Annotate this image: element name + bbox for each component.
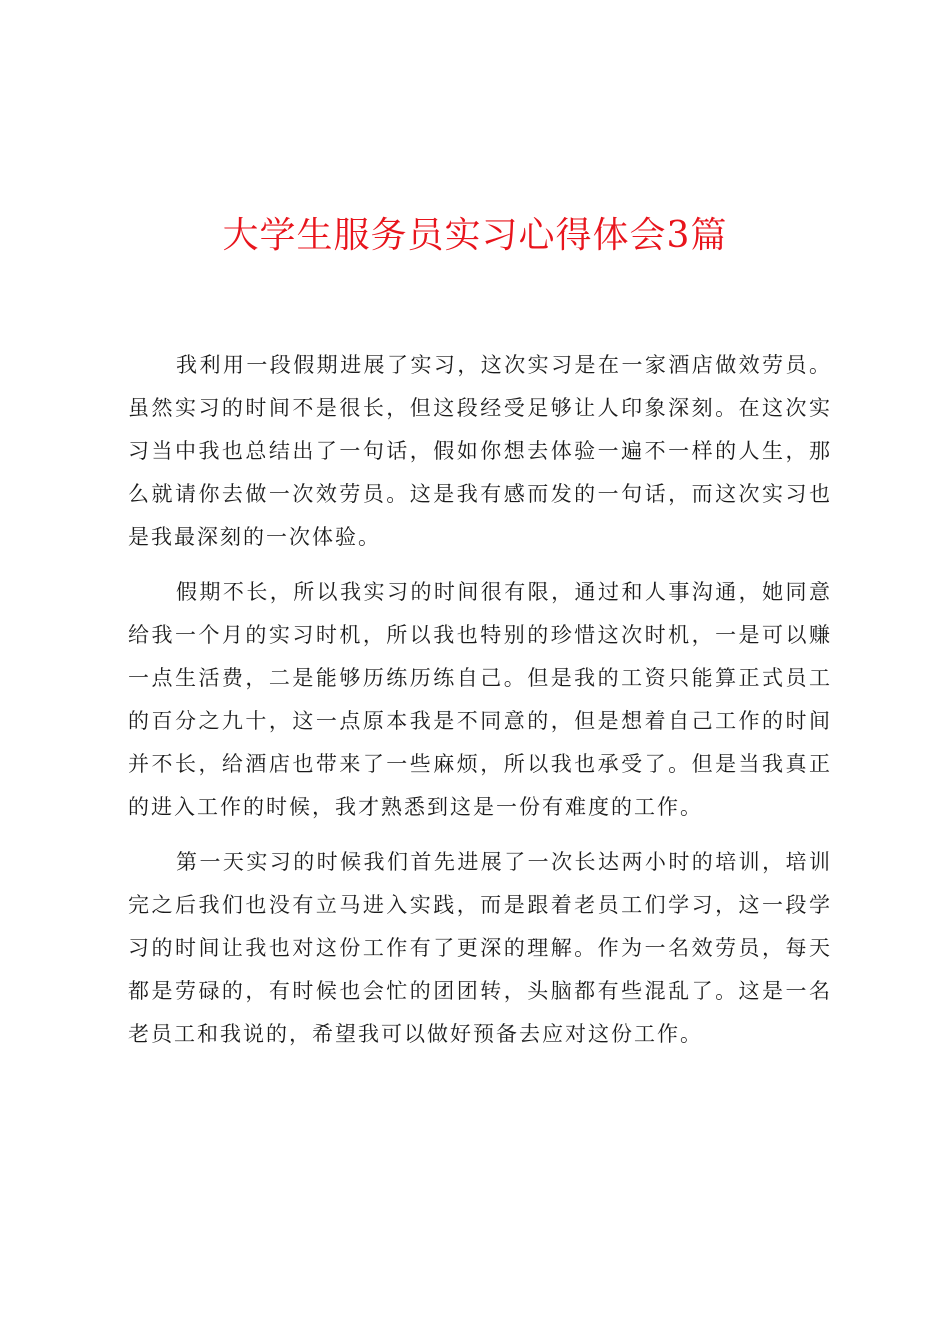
document-title: 大学生服务员实习心得体会3篇 (222, 215, 728, 256)
document-body (128, 344, 832, 1068)
paragraph-3: 第一天实习的时候我们首先进展了一次长达两小时的培训，培训完之后我们也没有立马进入实践，而是跟着老员工们学习，这一段学习的时间让我也对这份工作有了更深的理解。作为一名效劳员，每天都是劳碌的，有时候也会忙的团团转，头脑都有些混乱了。这是一名老员工和我说的，希望我可以做好预备去应对这份工作。 (128, 850, 832, 1046)
paragraph-1: 我利用一段假期进展了实习，这次实习是在一家酒店做效劳员。虽然实习的时间不是很长，但这段经受足够让人印象深刻。在这次实习当中我也总结出了一句话，假如你想去体验一遍不一样的人生，那么就请你去做一次效劳员。这是我有感而发的一句话，而这次实习也是我最深刻的一次体验。 (128, 353, 832, 549)
paragraph-2: 假期不长，所以我实习的时间很有限，通过和人事沟通，她同意给我一个月的实习时机，所以我也特别的珍惜这次时机，一是可以赚一点生活费，二是能够历练历练自己。但是我的工资只能算正式员工的百分之九十，这一点原本我是不同意的，但是想着自己工作的时间并不长，给酒店也带来了一些麻烦，所以我也承受了。但是当我真正的进入工作的时候，我才熟悉到这是一份有难度的工作。 (128, 580, 832, 819)
